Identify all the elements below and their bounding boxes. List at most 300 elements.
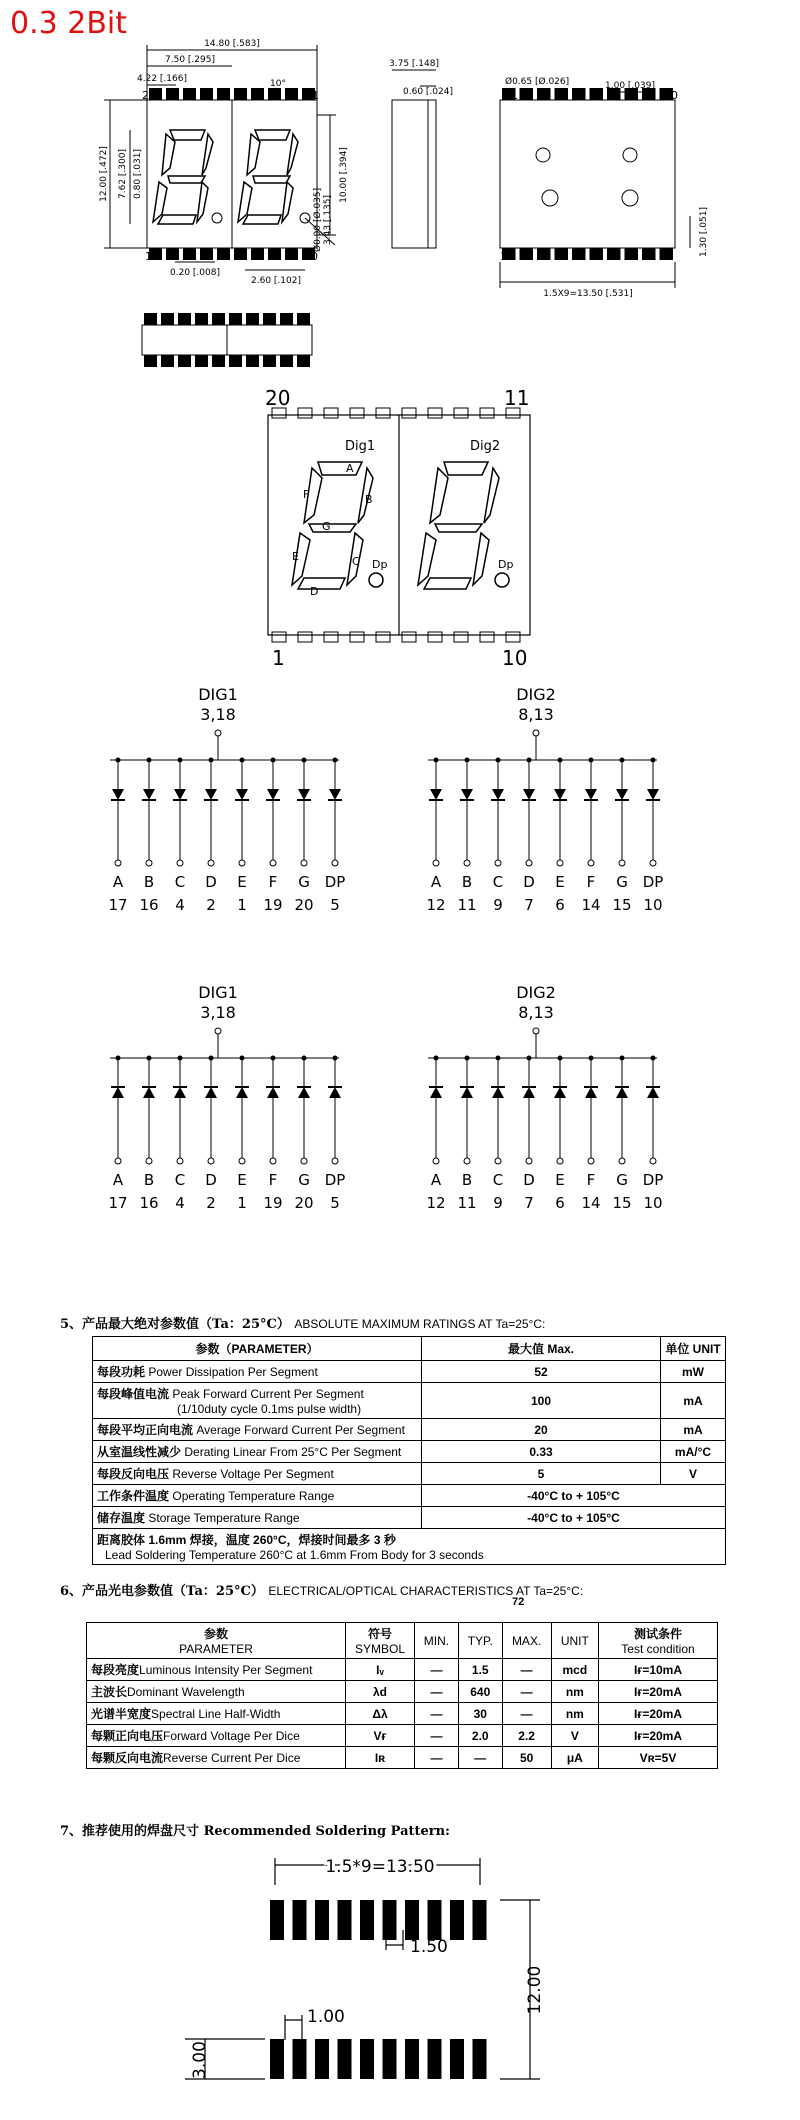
ca-dig1-terminal — [177, 1158, 183, 1164]
diagram-bottom-notch — [376, 632, 390, 642]
back-bottom-pin — [520, 248, 534, 260]
header-sym-cn: 符号 — [367, 1627, 392, 1641]
cc-dig2-seg-d: D — [523, 873, 535, 891]
back-bottom-pin — [537, 248, 551, 260]
ca-dig2-seg-e: E — [555, 1171, 565, 1189]
solder-pad-bottom — [450, 2039, 464, 2079]
table-row — [93, 1419, 726, 1441]
cc-dig1-pin-g: 20 — [294, 896, 314, 914]
table-header-row — [93, 1337, 726, 1361]
ca-dig2-diode-a — [430, 1087, 442, 1098]
table-row — [87, 1747, 718, 1769]
strip-bottom-pin — [229, 355, 242, 367]
ca-dig2-terminal — [526, 1158, 532, 1164]
row-condition: Iғ=10mA — [599, 1659, 718, 1681]
cc-dig2-seg-f: F — [586, 873, 596, 891]
row-max: -40°C to + 105°C — [422, 1485, 726, 1507]
section6-title — [60, 1580, 583, 1599]
front-digit-1 — [153, 130, 213, 224]
cc-dig1-seg-f: F — [268, 873, 278, 891]
ca-dig2-pin-c: 9 — [493, 1194, 503, 1212]
ca-dig2-diode-dp — [647, 1087, 659, 1098]
strip-top-pin — [246, 313, 259, 325]
ca-dig1-pin-d: 2 — [206, 1194, 216, 1212]
side-view — [392, 100, 428, 248]
cc-dig1-label: DIG1 — [198, 685, 238, 704]
row-max: 50 — [502, 1747, 551, 1769]
diagram-top-notch — [324, 408, 338, 418]
row-en: Reverse Voltage Per Segment — [172, 1467, 334, 1481]
ca-dig1-label: DIG1 — [198, 983, 238, 1002]
front-pin-1: 1 — [145, 250, 152, 263]
cc-dig1-diode-c — [174, 789, 186, 800]
row-max: 100 — [422, 1383, 661, 1419]
dim-pin-pitch: 1.00 [.039] — [605, 81, 655, 91]
cc-dig1-diode-dp — [329, 789, 341, 800]
row-unit: mA — [661, 1419, 726, 1441]
cc-dig1-seg-dp: DP — [324, 873, 346, 891]
strip-bottom-pin — [212, 355, 225, 367]
dim-body-height: 10.00 [.394] — [339, 147, 349, 203]
row-en: Reverse Current Per Dice — [163, 1751, 301, 1765]
diagram-dig2: Dig2 — [470, 439, 501, 454]
strip-top-pin — [263, 313, 276, 325]
ca-dig1-diode-a — [112, 1087, 124, 1098]
cc-dig2-pin-f: 14 — [581, 896, 601, 914]
cc-dig2-diode-e — [554, 789, 566, 800]
ca-dig1-terminal — [332, 1158, 338, 1164]
cc-dig1-terminal — [332, 860, 338, 866]
row-symbol: Iʀ — [346, 1747, 415, 1769]
ca-dig2-seg-d: D — [523, 1171, 535, 1189]
row-typ: 1.5 — [458, 1659, 502, 1681]
cc-dig1-terminal — [115, 860, 121, 866]
cc-dig1-seg-a: A — [112, 873, 124, 891]
row-typ: 640 — [458, 1681, 502, 1703]
row-en: Dominant Wavelength — [127, 1685, 245, 1699]
cc-dig1-seg-b: B — [143, 873, 155, 891]
row-typ: — — [458, 1747, 502, 1769]
diagram-bottom-notch — [428, 632, 442, 642]
row-typ: 2.0 — [458, 1725, 502, 1747]
back-top-pin — [572, 88, 586, 100]
ca-dig1-terminal — [301, 1158, 307, 1164]
front-top-pin — [234, 88, 247, 100]
seg-label-c: C — [352, 555, 360, 568]
strip-top-pin — [161, 313, 174, 325]
row-condition: Iғ=20mA — [599, 1703, 718, 1725]
ca-dig2-common-node — [533, 1028, 539, 1034]
cc-dig1-pin-c: 4 — [175, 896, 185, 914]
diagram-top-notch — [480, 408, 494, 418]
header-param: 参数（PARAMETER） — [93, 1337, 422, 1361]
cc-dig2-common-node — [533, 730, 539, 736]
cc-dig2-terminal — [588, 860, 594, 866]
row-unit: V — [551, 1725, 598, 1747]
dim-stroke: 0.20 [.008] — [170, 268, 220, 278]
ca-dig2-terminal — [650, 1158, 656, 1164]
ca-dig2-seg-c: C — [492, 1171, 504, 1189]
row-max: — — [502, 1681, 551, 1703]
cc-dig2-seg-g: G — [616, 873, 628, 891]
dim-side-thin: 0.60 [.024] — [403, 87, 453, 97]
ca-dig2-terminal — [495, 1158, 501, 1164]
ca-dig2-label: DIG2 — [516, 983, 556, 1002]
seg-label-g: G — [322, 520, 331, 533]
row-condition: Iғ=20mA — [599, 1681, 718, 1703]
cc-dig2-diode-dp — [647, 789, 659, 800]
row-max: 20 — [422, 1419, 661, 1441]
row-en: Luminous Intensity Per Segment — [139, 1663, 313, 1677]
header-max: 最大值 Max. — [422, 1337, 661, 1361]
cc-dig1-diode-b — [143, 789, 155, 800]
row-unit: mcd — [551, 1659, 598, 1681]
solder-pad-top — [383, 1900, 397, 1940]
ca-dig1-diode-g — [298, 1087, 310, 1098]
solder-pad-top — [450, 1900, 464, 1940]
cc-dig2-pin-e: 6 — [555, 896, 565, 914]
cc-dig2-diode-a — [430, 789, 442, 800]
cc-dig1-terminal — [146, 860, 152, 866]
row-en: Average Forward Current Per Segment — [196, 1423, 405, 1437]
front-bottom-pin — [183, 248, 196, 260]
diagram-pin-1: 1 — [272, 646, 285, 670]
row-unit: mA/°C — [661, 1441, 726, 1463]
ca-dig2-seg-dp: DP — [642, 1171, 664, 1189]
seg-label-d: D — [310, 585, 319, 598]
strip-top-pin — [212, 313, 225, 325]
solder-en: Lead Soldering Temperature 260°C at 1.6mm From Body for 3 seconds — [105, 1548, 484, 1562]
row-unit: nm — [551, 1681, 598, 1703]
cc-dig2-pin-dp: 10 — [643, 896, 663, 914]
solder-pad-bottom — [383, 2039, 397, 2079]
front-bottom-pin — [285, 248, 298, 260]
seg-label-dp2: Dp — [498, 558, 514, 571]
seg-label-b: B — [365, 493, 373, 506]
row-cn: 主波长 — [91, 1685, 128, 1699]
diagram-bottom-notch — [324, 632, 338, 642]
diagram-bottom-notch — [350, 632, 364, 642]
cc-dig1-diode-a — [112, 789, 124, 800]
row-en: Power Dissipation Per Segment — [148, 1365, 318, 1379]
dim-side-depth: 3.75 [.148] — [389, 59, 439, 69]
ca-dig2-seg-f: F — [586, 1171, 596, 1189]
row-max: -40°C to + 105°C — [422, 1507, 726, 1529]
row-symbol: Δλ — [346, 1703, 415, 1725]
row-min: — — [415, 1703, 459, 1725]
strip-bottom-pin — [178, 355, 191, 367]
ca-dig1-pin-e: 1 — [237, 1194, 247, 1212]
pad-width-label: 1.00 — [307, 2007, 345, 2027]
header-param-en: PARAMETER — [179, 1642, 253, 1656]
row-symbol: Vғ — [346, 1725, 415, 1747]
ca-dig1-diode-c — [174, 1087, 186, 1098]
solder-pad-top — [270, 1900, 284, 1940]
back-bottom-pin — [642, 248, 656, 260]
row-unit: mW — [661, 1361, 726, 1383]
solder-pad-bottom — [293, 2039, 307, 2079]
diagram-top-notch — [428, 408, 442, 418]
cc-dig2-pins: 8,13 — [518, 705, 554, 724]
dim-mid-height: 3.43 [.135] — [323, 195, 333, 245]
diagram-pin-20: 20 — [265, 386, 291, 410]
row-en: Storage Temperature Range — [148, 1511, 300, 1525]
dim-pin-len: 1.30 [.051] — [699, 207, 709, 257]
pad-height-small-label: 3.00 — [190, 2041, 210, 2079]
cc-dig2-pin-b: 11 — [457, 896, 477, 914]
ca-dig2-seg-g: G — [616, 1171, 628, 1189]
cc-dig1-diode-f — [267, 789, 279, 800]
table-header-row — [87, 1623, 718, 1659]
ca-dig1-pin-a: 17 — [108, 1194, 128, 1212]
cc-dig2-terminal — [619, 860, 625, 866]
row-unit: nm — [551, 1703, 598, 1725]
row-max: 52 — [422, 1361, 661, 1383]
ca-dig2-terminal — [557, 1158, 563, 1164]
back-bottom-pin — [572, 248, 586, 260]
cc-dig1-terminal — [239, 860, 245, 866]
cc-dig1-circuit — [108, 685, 345, 914]
section6-title-cn: 6、产品光电参数值（Ta：25°C） — [60, 1584, 264, 1599]
front-bottom-pin — [166, 248, 179, 260]
row-symbol: Iᵥ — [346, 1659, 415, 1681]
row-max: — — [502, 1659, 551, 1681]
solder-pad-bottom — [473, 2039, 487, 2079]
cc-dig1-pin-f: 19 — [263, 896, 283, 914]
cc-dig1-common-node — [215, 730, 221, 736]
cc-dig1-pin-d: 2 — [206, 896, 216, 914]
strip-bottom-pin — [263, 355, 276, 367]
header-cond-cn: 测试条件 — [633, 1627, 682, 1641]
dim-seg-height: 7.62 [.300] — [118, 149, 128, 199]
ca-dig1-seg-a: A — [112, 1171, 124, 1189]
row-cn: 光谱半宽度 — [91, 1707, 152, 1721]
solder-pad-bottom — [270, 2039, 284, 2079]
diagram-top-notch — [298, 408, 312, 418]
ca-dig1-seg-c: C — [174, 1171, 186, 1189]
section7-title — [60, 1820, 450, 1839]
diagram-bottom-notch — [480, 632, 494, 642]
section6-title-en: ELECTRICAL/OPTICAL CHARACTERISTICS AT Ta=25°C: — [268, 1584, 584, 1598]
row-cn: 每段平均正向电流 — [97, 1423, 194, 1437]
solder-pad-top — [405, 1900, 419, 1940]
row-min: — — [415, 1659, 459, 1681]
cc-dig2-terminal — [526, 860, 532, 866]
header-typ: TYP. — [458, 1623, 502, 1659]
front-pin-11: 11 — [305, 89, 319, 102]
header-sym-en: SYMBOL — [354, 1642, 405, 1656]
solder-pad-bottom — [315, 2039, 329, 2079]
ca-dig1-terminal — [270, 1158, 276, 1164]
ca-dig1-diode-f — [267, 1087, 279, 1098]
dim-pin-span: 1.5X9=13.50 [.531] — [543, 289, 633, 299]
diagram-top-notch — [350, 408, 364, 418]
diagram-top-notch — [402, 408, 416, 418]
row-min: — — [415, 1725, 459, 1747]
ca-dig1-diode-dp — [329, 1087, 341, 1098]
solder-pad-bottom — [360, 2039, 374, 2079]
table-row — [93, 1463, 726, 1485]
ca-dig1-seg-f: F — [268, 1171, 278, 1189]
ca-dig1-seg-dp: DP — [324, 1171, 346, 1189]
solder-pad-top — [338, 1900, 352, 1940]
front-pin-10: 10 — [304, 250, 318, 263]
cc-dig1-pin-a: 17 — [108, 896, 128, 914]
pad-span-label: 1.5*9=13.50 — [325, 1857, 435, 1877]
cc-dig2-pin-g: 15 — [612, 896, 632, 914]
cc-dig2-diode-f — [585, 789, 597, 800]
section5-title — [60, 1313, 545, 1332]
cc-dig2-seg-e: E — [555, 873, 565, 891]
ca-dig2-seg-a: A — [430, 1171, 442, 1189]
ca-dig1-pin-c: 4 — [175, 1194, 185, 1212]
cc-dig1-diode-g — [298, 789, 310, 800]
dim-digit-pitch: 7.50 [.295] — [165, 55, 215, 65]
solder-pad-top — [315, 1900, 329, 1940]
front-bottom-pin — [268, 248, 281, 260]
ca-dig2-pin-d: 7 — [524, 1194, 534, 1212]
row-cn: 从室温线性减少 — [97, 1445, 182, 1459]
front-bottom-pin — [200, 248, 213, 260]
dim-angle: 10° — [270, 79, 286, 89]
cc-dig2-label: DIG2 — [516, 685, 556, 704]
seg-label-e: E — [292, 550, 299, 563]
solder-pad-bottom — [405, 2039, 419, 2079]
row-condition: Iғ=20mA — [599, 1725, 718, 1747]
cc-dig1-terminal — [270, 860, 276, 866]
cc-dig2-pin-c: 9 — [493, 896, 503, 914]
header-cond-en: Test condition — [621, 1642, 695, 1656]
ca-dig2-diode-c — [492, 1087, 504, 1098]
row-unit: μA — [551, 1747, 598, 1769]
ca-dig2-pin-f: 14 — [581, 1194, 601, 1212]
dim-pin-dia: Ø0.65 [Ø.026] — [505, 77, 570, 87]
diagram-bottom-notch — [506, 632, 520, 642]
front-top-pin — [251, 88, 264, 100]
section7-title-cn: 7、推荐使用的焊盘尺寸 — [60, 1824, 200, 1839]
row-en: Spectral Line Half-Width — [151, 1707, 281, 1721]
front-top-pin — [268, 88, 281, 100]
section7-title-en: Recommended Soldering Pattern: — [203, 1824, 450, 1839]
dim-dp-dia: Ø0.90 [Ø.035] — [313, 187, 323, 252]
row-min: — — [415, 1681, 459, 1703]
row-max: — — [502, 1703, 551, 1725]
seg-label-dp: Dp — [372, 558, 388, 571]
ca-dig1-pin-g: 20 — [294, 1194, 314, 1212]
page-title: 0.3 2Bit — [10, 6, 128, 41]
cc-dig2-diode-d — [523, 789, 535, 800]
front-top-pin — [200, 88, 213, 100]
diagram-bottom-notch — [454, 632, 468, 642]
back-pin-11: 11 — [504, 89, 518, 102]
table-row — [93, 1507, 726, 1529]
strip-top-pin — [229, 313, 242, 325]
segment-diagram — [0, 380, 800, 680]
strip-bottom-pin — [144, 355, 157, 367]
row-min: — — [415, 1747, 459, 1769]
cc-dig1-seg-g: G — [298, 873, 310, 891]
table-row — [93, 1529, 726, 1565]
ca-dig1-circuit — [108, 983, 345, 1212]
front-bottom-pin — [217, 248, 230, 260]
ca-dig1-seg-e: E — [237, 1171, 247, 1189]
row-max: 0.33 — [422, 1441, 661, 1463]
back-top-pin — [590, 88, 604, 100]
front-bottom-pin — [234, 248, 247, 260]
dim-front-width: 14.80 [.583] — [204, 39, 260, 49]
back-top-pin — [555, 88, 569, 100]
strip-bottom-pin — [246, 355, 259, 367]
solder-pad-bottom — [428, 2039, 442, 2079]
cc-dig1-pin-e: 1 — [237, 896, 247, 914]
strip-top-pin — [144, 313, 157, 325]
soldering-pattern — [0, 1840, 800, 2120]
table-row — [93, 1441, 726, 1463]
diagram-digit-2 — [418, 462, 509, 589]
row-unit: mA — [661, 1383, 726, 1419]
table-row — [87, 1725, 718, 1747]
solder-cn: 距离胶体 1.6mm 焊接，温度 260°C，焊接时间最多 3 秒 — [97, 1533, 396, 1547]
ca-dig1-seg-b: B — [143, 1171, 155, 1189]
ca-dig1-terminal — [146, 1158, 152, 1164]
cc-dig1-pins: 3,18 — [200, 705, 236, 724]
back-bottom-pin — [625, 248, 639, 260]
ca-dig2-diode-g — [616, 1087, 628, 1098]
ca-dig2-diode-e — [554, 1087, 566, 1098]
strip-bottom-pin — [297, 355, 310, 367]
cc-dig2-terminal — [557, 860, 563, 866]
back-bottom-pin — [607, 248, 621, 260]
front-top-pin — [166, 88, 179, 100]
ca-dig1-diode-e — [236, 1087, 248, 1098]
ca-dig2-diode-b — [461, 1087, 473, 1098]
cc-dig1-terminal — [177, 860, 183, 866]
row-symbol: λd — [346, 1681, 415, 1703]
strip-bottom-pin — [195, 355, 208, 367]
table-row — [87, 1681, 718, 1703]
ca-dig1-seg-g: G — [298, 1171, 310, 1189]
cc-dig1-pin-b: 16 — [139, 896, 159, 914]
cc-dig2-seg-a: A — [430, 873, 442, 891]
row-cn: 工作条件温度 — [97, 1489, 170, 1503]
row-cn: 每段反向电压 — [97, 1467, 170, 1481]
ca-dig2-pin-e: 6 — [555, 1194, 565, 1212]
ca-dig2-pin-a: 12 — [426, 1194, 446, 1212]
dim-height-total: 12.00 [.472] — [99, 146, 109, 202]
row-cn: 每颗正向电压 — [91, 1729, 164, 1743]
table-row — [87, 1659, 718, 1681]
cc-dig2-terminal — [433, 860, 439, 866]
dim-seg-offset: 4.22 [.166] — [137, 74, 187, 84]
front-top-pin — [183, 88, 196, 100]
cc-dig2-terminal — [464, 860, 470, 866]
ca-dig2-pin-b: 11 — [457, 1194, 477, 1212]
seg-label-a: A — [346, 462, 354, 475]
strip-bottom-pin — [161, 355, 174, 367]
ca-dig1-pin-dp: 5 — [330, 1194, 340, 1212]
ca-dig2-terminal — [619, 1158, 625, 1164]
cc-dig2-terminal — [650, 860, 656, 866]
ca-dig2-pin-dp: 10 — [643, 1194, 663, 1212]
back-bottom-pin — [555, 248, 569, 260]
ca-dig1-pin-f: 19 — [263, 1194, 283, 1212]
circuit-diagrams — [0, 680, 800, 1270]
solder-pad-top — [360, 1900, 374, 1940]
solder-pad-top — [293, 1900, 307, 1940]
table-row — [87, 1703, 718, 1725]
ca-dig1-common-node — [215, 1028, 221, 1034]
diagram-bottom-notch — [402, 632, 416, 642]
